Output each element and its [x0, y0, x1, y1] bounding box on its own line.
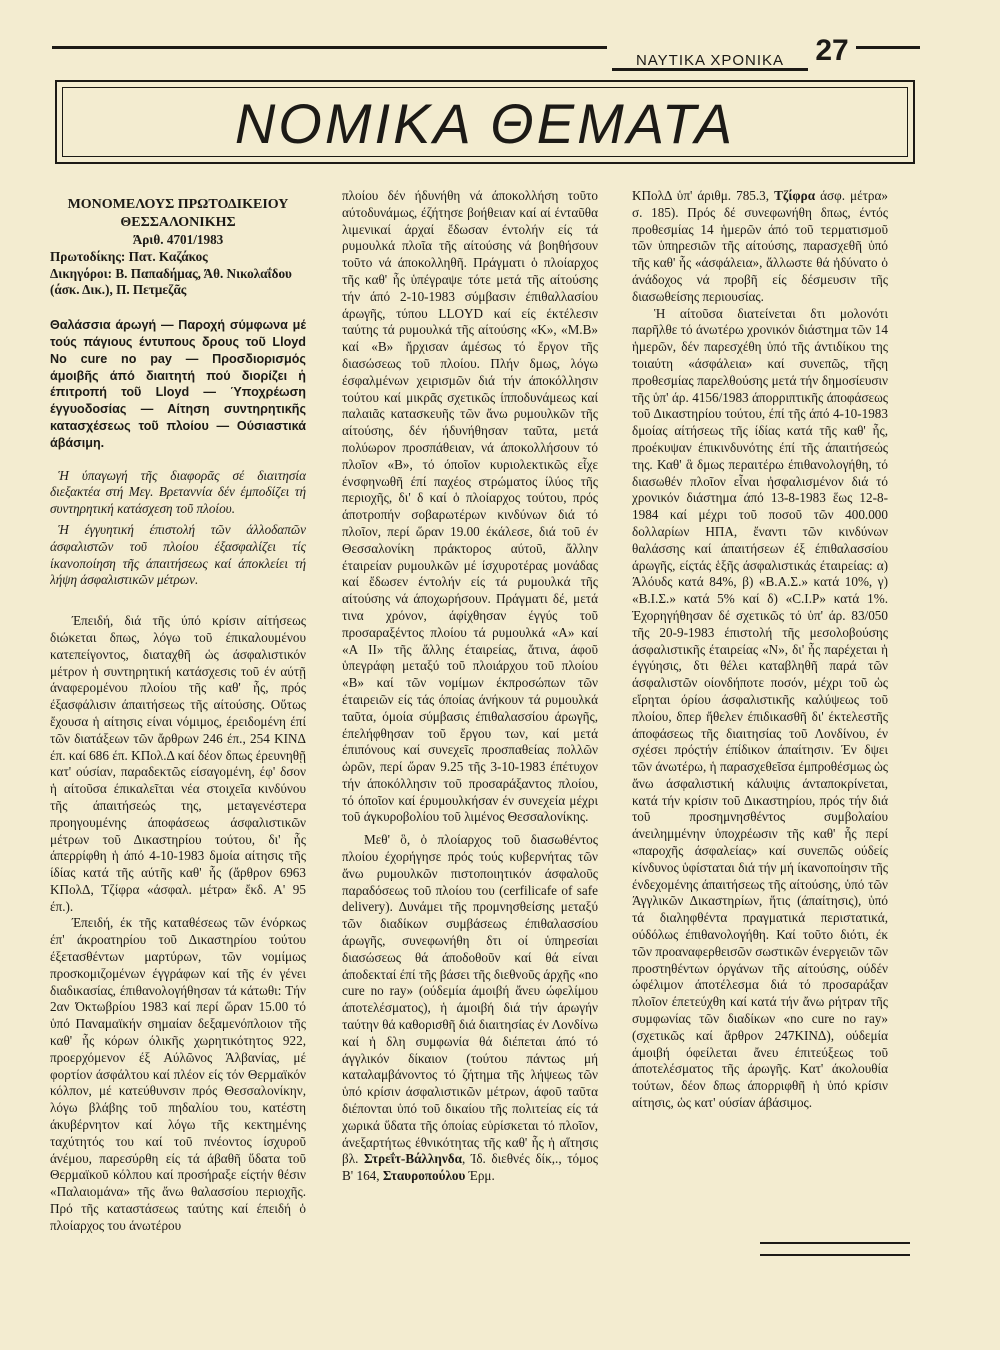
body-paragraph: πλοίου δέν ήδυνήθη νά άποκολλήση τοῦτο αύτοδυνάμως, έζήτησε βοήθειαν καί αί ένταῦθα λιμενικαί άρχαί ἔδωσαν έντολήν είς τά ρυμουλκά πλοῖα τῆς αίτούσης νά βοηθήσουν τοῦτο νά άποκολληθῆ. Πράγματι ὁ πλοίαρχος τῆς καθ' ἧς ὑπέγραψε τότε μετά τῆς αίτούσης τήν άπό 2-10-1983 σύμβασιν έπιθαλλασίου άρωγῆς, τύπου LLOYD καί είς έκτέλεσιν ταύτης τά ρυμουλκά τῆς αίτούσης «Κ», «Μ.Β» καί «Β» ἤρχισαν άμέσως τό ἔργον τῆς διασώσεως τοῦ πλοίου. Πλήν δμως, λόγω έσφαλμένων χειρισμῶν διά τήν άποκόλλησιν τούτου καί μικρᾶς σχετικῶς ίπποδυνάμεως καί παλαιᾶς κατασκευῆς τῶν ἄνω ρυμουλκῶν τῆς αίτούσης, δέν ήδυνήθησαν ταῦτα, μετά πολύωρον προσπάθειαν, νά άποκολλήσουν τό πλοῖον «Β», τό όποῖον κυριολεκτικῶς εἶχε ένσφηνωθῆ έπί παχέος στρώματος ίλύος τῆς περιοχῆς, δι' δ καί ὁ πλοίαρχος τούτου, πρός άποτροπήν σοβαρωτέρων κινδύνων διά τό πλοῖον, περί ὥραν 19.00 έκάλεσε, διά τοῦ έν Θεσσαλονίκη πράκτορος αύτοῦ, ἄλλην έταιρείαν ρυμουλκῶν μέ ίσχυροτέρας μονάδας καί ἔδωσεν έντολήν είς τά ρυμουλκά τῆς αίτούσης νά άποχωρήσουν. Πράγματι δέ, μετά τινα χρόνον, άφίχθησαν έγγύς τοῦ προσαραξέντος πλοίου τά ρυμουλκά «Α» καί «Α ΙΙ» τῆς ἄλλης έταιρείας, ἅτινα, άφοῦ ὑπεγράφη μεταξύ τοῦ πλοιάρχου τοῦ πλοίου «Β» καί τῶν νομίμων έκπροσώπων τῶν έταιρειῶν είς τάς όποίας άνήκουν τά ρυμουλκά ταῦτα, όμοία σύμβασις έπιθαλασσίου άρωγῆς, έπελήφθησαν τοῦ ἔργου των, καί μετά έπιπόνους καί συνεχεῖς προσπαθείας πολλῶν ὡρῶν, περί ὥραν 9.25 τῆς 3-10-1983 έπέτυχον τήν άποκόλλησιν τοῦ προσαράξαντος πλοίου, τό όποῖον καί έρυμουλκήσαν έν συνεχεία μέχρι τοῦ άγκυροβολίου τοῦ λιμένος Θεσσαλονίκης. — [342, 188, 598, 825]
citation-author: Στρεΐτ-Βάλληνδα — [364, 1151, 463, 1167]
header-rule-right — [856, 46, 920, 49]
column-2 — [342, 188, 598, 1298]
body-text: ΚΠολΔ ὑπ' άριθμ. 785.3, — [632, 188, 770, 203]
body-paragraph: Ἡ αίτοῦσα διατείνεται δτι μολονότι παρῆλθε τό άνωτέρω χρονικόν διάστημα τῶν 14 ἡμερῶν, δέν παρεσχέθη ὑπό τῆς άντιδίκου της τοιαύτη «άσφάλεια» καί συνεπῶς, τῆςη προθεσμίας παρελθούσης μετά τήν δημοσίευσιν τῆς ὑπ' άρ. 4156/1983 άπορριπτικῆς άποφάσεως τοῦ Δικαστηρίου τούτου, έπί τῆς άπό 4-10-1983 δμοίας αίτήσεως τῆς ίδίας κατά τῆς καθ' ἧς, προέκυψαν έπικινδυνότης έπί τῆς άπαιτήσεώς της. Καθ' ἃ δμως περαιτέρω έπιθανολογήθη, τό διασωθέν πλοῖον εἶναι ἠσφαλισμένον διά τό χρονικόν διάστημα άπό 13-8-1983 ἕως 12-8-1984 καί μέχρι τοῦ ποσοῦ τῶν 400.000 δολλαρίων ΗΠΑ, ἔναντι τῶν κινδύνων θαλάσσης καί άπαιτήσεων έξ έπιθαλασσίου άρωγῆς, είςτάς ἑξῆς άσφαλιστικάς έταιρείας: α) Άλόυδς κατά 84%, β) «Β.Α.Σ.» κατά 10%, γ) «Β.Ι.Σ.» κατά 5% καί δ) «C.I.P» κατά 1%. Έχορηγήθησαν δέ σχετικῶς τό ὑπ' άρ. 83/050 τῆς 20-9-1983 έπιστολή τῆς μεσολοβούσης άσφαλιστικῆς έταιρείας «Ν», δι' ἧς παρέχεται ἡ έγγύησις, δτι θέλει καταβληθῆ παρά τῶν άσφαλιστῶν οίονδήποτε ποσόν, μέχρι τοῦ ὡς εἴρηται όρίου άσφαλιστικῆς καλύψεως τοῦ πλοίου, δπερ ἤθελεν έπιδικασθῆ δι' έκτελεστῆς άποφάσεως τῆς διαιτησίας τοῦ Λονδίνου, έν σχέσει πρόςτήν έπίδικον άπαίτησιν. Έν δψει τῶν άνωτέρω, ἡ παρασχεθεῖσα έμπροθέσμως ὡς ἄνω άσφαλιστική κάλυψις άνταποκρίνεται, κατά τήν κρίσιν τοῦ Δικαστηρίου, πρός τήν διά τοῦ προσημνησθέντος συμβολαίου άνειλημμένην ὑποχρέωσιν τῆς καθ' ἧς περί «παροχῆς άσφαλείας» καί συνεπῶς ούδείς κίνδυνος ὑφίσταται διά τήν μή ίκανοποίησιν τῆς ένδεχομένης άπαιτήσεως τῆς αίτούσης, ὑπό τῶν Άγγλικῶν Δικαστηρίων, ἥτις (άπαίτησις), ὑπό τά διαληφθέντα πραγματικά περιστατικά, ούδόλως έπιθανολογήθη. Καί τοῦτο διότι, έκ τῶν προαναφερθεισῶν σωστικῶν ένεργειῶν τῶν προστηθέντων όργάνων τῆς αίτούσης, ούδέν ώφέλιμον άποτέλεσμα διά τό προσαράξαν πλοῖον έπετεύχθη καί κατά τήν ἄνω ρήτραν τῆς συμφωνίας τῶν διαδίκων «no cure no ray» (σχετικῶς καί ἄρθρον 247ΚΙΝΔ), ούδεμία άμοιβή όφείλεται ἄνευ έπιτεύξεως τοῦ άποτελέσματος τῆς άρωγῆς. Κατ' άκολουθία τούτων, δέον δπως άπορριφθῆ ἡ ὑπό κρίσιν αίτησις, ὡς κατ' ούσίαν άβάσιμος. — [632, 305, 888, 1111]
page-number: 27 — [815, 34, 849, 67]
body-paragraph: Έπειδή, διά τῆς ύπό κρίσιν αίτήσεως διώκεται δπως, λόγω τοῦ έπικαλουμένου κατεπείγοντος, διαταχθῆ ὡς άσφαλιστικόν μέτρον ἡ συντηρητική κατάσχεσις τοῦ έν αύτῇ άναφερομένου πλοίου τῆς καθ' ἧς, πρός έξασφάλισιν άπαιτήσεως τῆς αίτούσης. Οὕτως ἔχουσα ἡ αίτησις είναι νόμιμος, έρειδομένη έπί τῶν διατάξεων τῶν ἄρθρων 246 έπ., 254 ΚΙΝΔ έπ. καί 686 έπ. ΚΠολ.Δ καί δέον δπως έρευνηθῇ κατ' ούσίαν, παραδεκτῶς είσαγομένη, έφ' δσον ἡ αίτοῦσα έπικαλεῖται νέα στοιχεῖα κινδύνου τῆς άπαιτήσεώς της, μεταγενέστερα προηγουμένης άποφάσεως άσφαλιστικῶν μέτρων τοῦ Δικαστηρίου τούτου, δι' ἧς άπερρίφθη ἡ άπό 4-10-1983 δμοία αίτησις τῆς ίδίας κατά τῆς αύτῆς καθ' ἧς (ἄρθρον 6963 ΚΠολΔ, Τζίφρα «άσφαλ. μέτρα» ἔκδ. Α' 95 έπ.). — [50, 613, 306, 914]
column-3 — [632, 188, 888, 1298]
court-name: ΜΟΝΟΜΕΛΟΥΣ ΠΡΩΤΟΔΙΚΕΙΟΥ — [67, 197, 289, 212]
end-rule — [760, 1242, 910, 1244]
section-title-box — [55, 80, 915, 164]
case-summary: Θαλάσσια άρωγή — Παροχή σύμφωνα μέ τούς πάγιους έντυπους δρους τοῦ Lloyd No cure no pay — Προσδιορισμός άμοιβῆς άπό διαιτητή πού διορίζει ἡ έπιτροπή τοῦ Lloyd — Ύποχρέωση έγγυοδοσίας — Αίτηση συντηρητικῆς κατασχέσεως τοῦ πλοίου — Ούσιαστικά άβάσιμη. — [50, 318, 306, 450]
citation-author: Σταυροπούλου — [382, 1168, 466, 1184]
body-paragraph — [632, 188, 888, 306]
header-rule-left — [52, 46, 607, 49]
headnote-1: Ἡ ύπαγωγή τῆς διαφορᾶς σέ διαιτησία διεξακτέα στή Μεγ. Βρεταννία δέν έμποδίζει τή συντηρητική κατάσχεση τοῦ πλοίου. — [50, 467, 306, 517]
case-number: Άριθ. 4701/1983 — [132, 232, 224, 247]
lawyers-line: Δικηγόροι: Β. Παπαδήμας, Άθ. Νικολαΐδου (άσκ. Δικ.), Π. Πετμεζᾶς — [50, 265, 292, 298]
section-title: ΝΟΜΙΚΑ ΘΕΜΑΤΑ — [234, 92, 736, 155]
body-text: Έρμ. — [468, 1168, 495, 1184]
court-city: ΘΕΣΣΑΛΟΝΙΚΗΣ — [120, 215, 236, 230]
body-paragraph — [342, 832, 598, 1185]
judge-line: Πρωτοδίκης: Πατ. Καζάκος — [50, 248, 208, 264]
body-text: , Ίδ. διεθνές δίκ,., τόμος Β' 164, — [342, 1151, 598, 1184]
citation-author: Τζίφρα — [774, 188, 816, 203]
body-text: Μεθ' ὃ, ὁ πλοίαρχος τοῦ διασωθέντος πλοίου έχορήγησε πρός τούς κυβερνήτας τῶν ἄνω ρυμουλκῶν πιστοποιητικόν άσφαλοῦς παραδόσεως τοῦ πλοίου του (cerfilicafe of safe delivery). Δυνάμει τῆς προμνησθείσης μεταξύ τῶν διαδίκων συμβάσεως έπιθαλασσίου άρωγῆς, συνεφωνήθη δτι οί ὑπηρεσίαι διασώσεως θά άποδοθοῦν καί θά είναι άποδεκταί έπί τῆς βάσει τῆς διεθνοῦς άρχῆς «no cure no ray» (ούδεμία άμοιβή ἄνευ ώφελίμου άποτελέσματος), ἡ άμοιβή διά τήν άρωγήν ταύτην θά καθορισθῆ διά διαιτησίας έν Λονδίνω καί ἡ δλη συμφωνία θά διέπεται άπό τό άγγλικόν δίκαιον (τούτου πάντως μή καταλαμβάνοντος τό ζήτημα τῆς λήψεως τῶν ὑπό κρίσιν άσφαλιστικῶν μέτρων, άφοῦ ταῦτα διέπονται ὑπό τοῦ δικαίου τῆς πολιτείας είς τά χωρικά ὕδατα τῆς όποίας εὑρίσκεται τό πλοῖον, άνεξαρτήτως έθνικότητας τῆς καθ' ἧς ἡ αἵτησις βλ. — [342, 832, 598, 1167]
running-title: ΝΑΥΤΙΚΑ ΧΡΟΝΙΚΑ — [635, 52, 785, 69]
end-rule — [760, 1254, 910, 1256]
body-paragraph: Έπειδή, έκ τῆς καταθέσεως τῶν ένόρκως έπ' άκροατηρίου τοῦ Δικαστηρίου τούτου έξετασθέντων μαρτύρων, τῶν νομίμως προσκομιζομένων έγγράφων καί τῆς έν γένει διαδικασίας, έπιθανολογήθησαν τά κάτωθι: Τήν 2αν Όκτωβρίου 1983 καί περί ὥραν 15.00 τό ὑπό Παναμαϊκήν σημαίαν δεξαμενόπλοιον τῆς καθ' ἧς κόρων όλικῆς χωρητικότητος 922, προερχόμενον έξ Αύλῶνος Άλβανίας, μέ φορτίον άσφάλτου καί πλέον είς τόν Θερμαϊκόν κόλπον, μέ κατεύθυνσιν πρός Θεσσαλονίκην, λόγω βλάβης τοῦ πηδαλίου του, κατέστη άκυβέρνητον καί λόγω τῆς κεκτημένης ταχύτητός του καί τοῦ πνέοντος ίσχυροῦ άνέμου, παρεσύρθη είς τά άβαθῆ ὕδατα τοῦ Θερμαϊκοῦ κόλπου καί προσήραξε είςτήν θέσιν «Παλαιομάνα» τῆς ἄνω θαλασσίου περιοχῆς. Πρό τῆς καταστάσεως ταύτης καί έπειδή ὁ πλοίαρχος του άνωτέρου — [50, 915, 306, 1233]
headnote-2: Ἡ έγγυητική έπιστολή τῶν άλλοδαπῶν άσφαλιστῶν τοῦ πλοίου έξασφαλίζει τίς ίκανοποίηση τῆς άπαιτήσεως καί άποκλείει τή λήψη άσφαλιστικῶν μέτρων. — [50, 521, 306, 588]
body-text: άσφ. μέτρα» σ. 185). Πρός δέ συνεφωνήθη δπως, έντός προθεσμίας 14 ἡμερῶν άπό τοῦ τερματισμοῦ τῶν ὑπηρεσιῶν τῆς αίτούσης, παρασχεθῆ ὑπό τῆς καθ' ἧς «άσφάλεια», ἄλλωστε θά ἠδύνατο ὁ άνάδοχος νά προβῆ είς δέσμευσιν τῆς διασωθείσης περιουσίας. — [632, 188, 888, 304]
column-1 — [50, 196, 306, 1306]
